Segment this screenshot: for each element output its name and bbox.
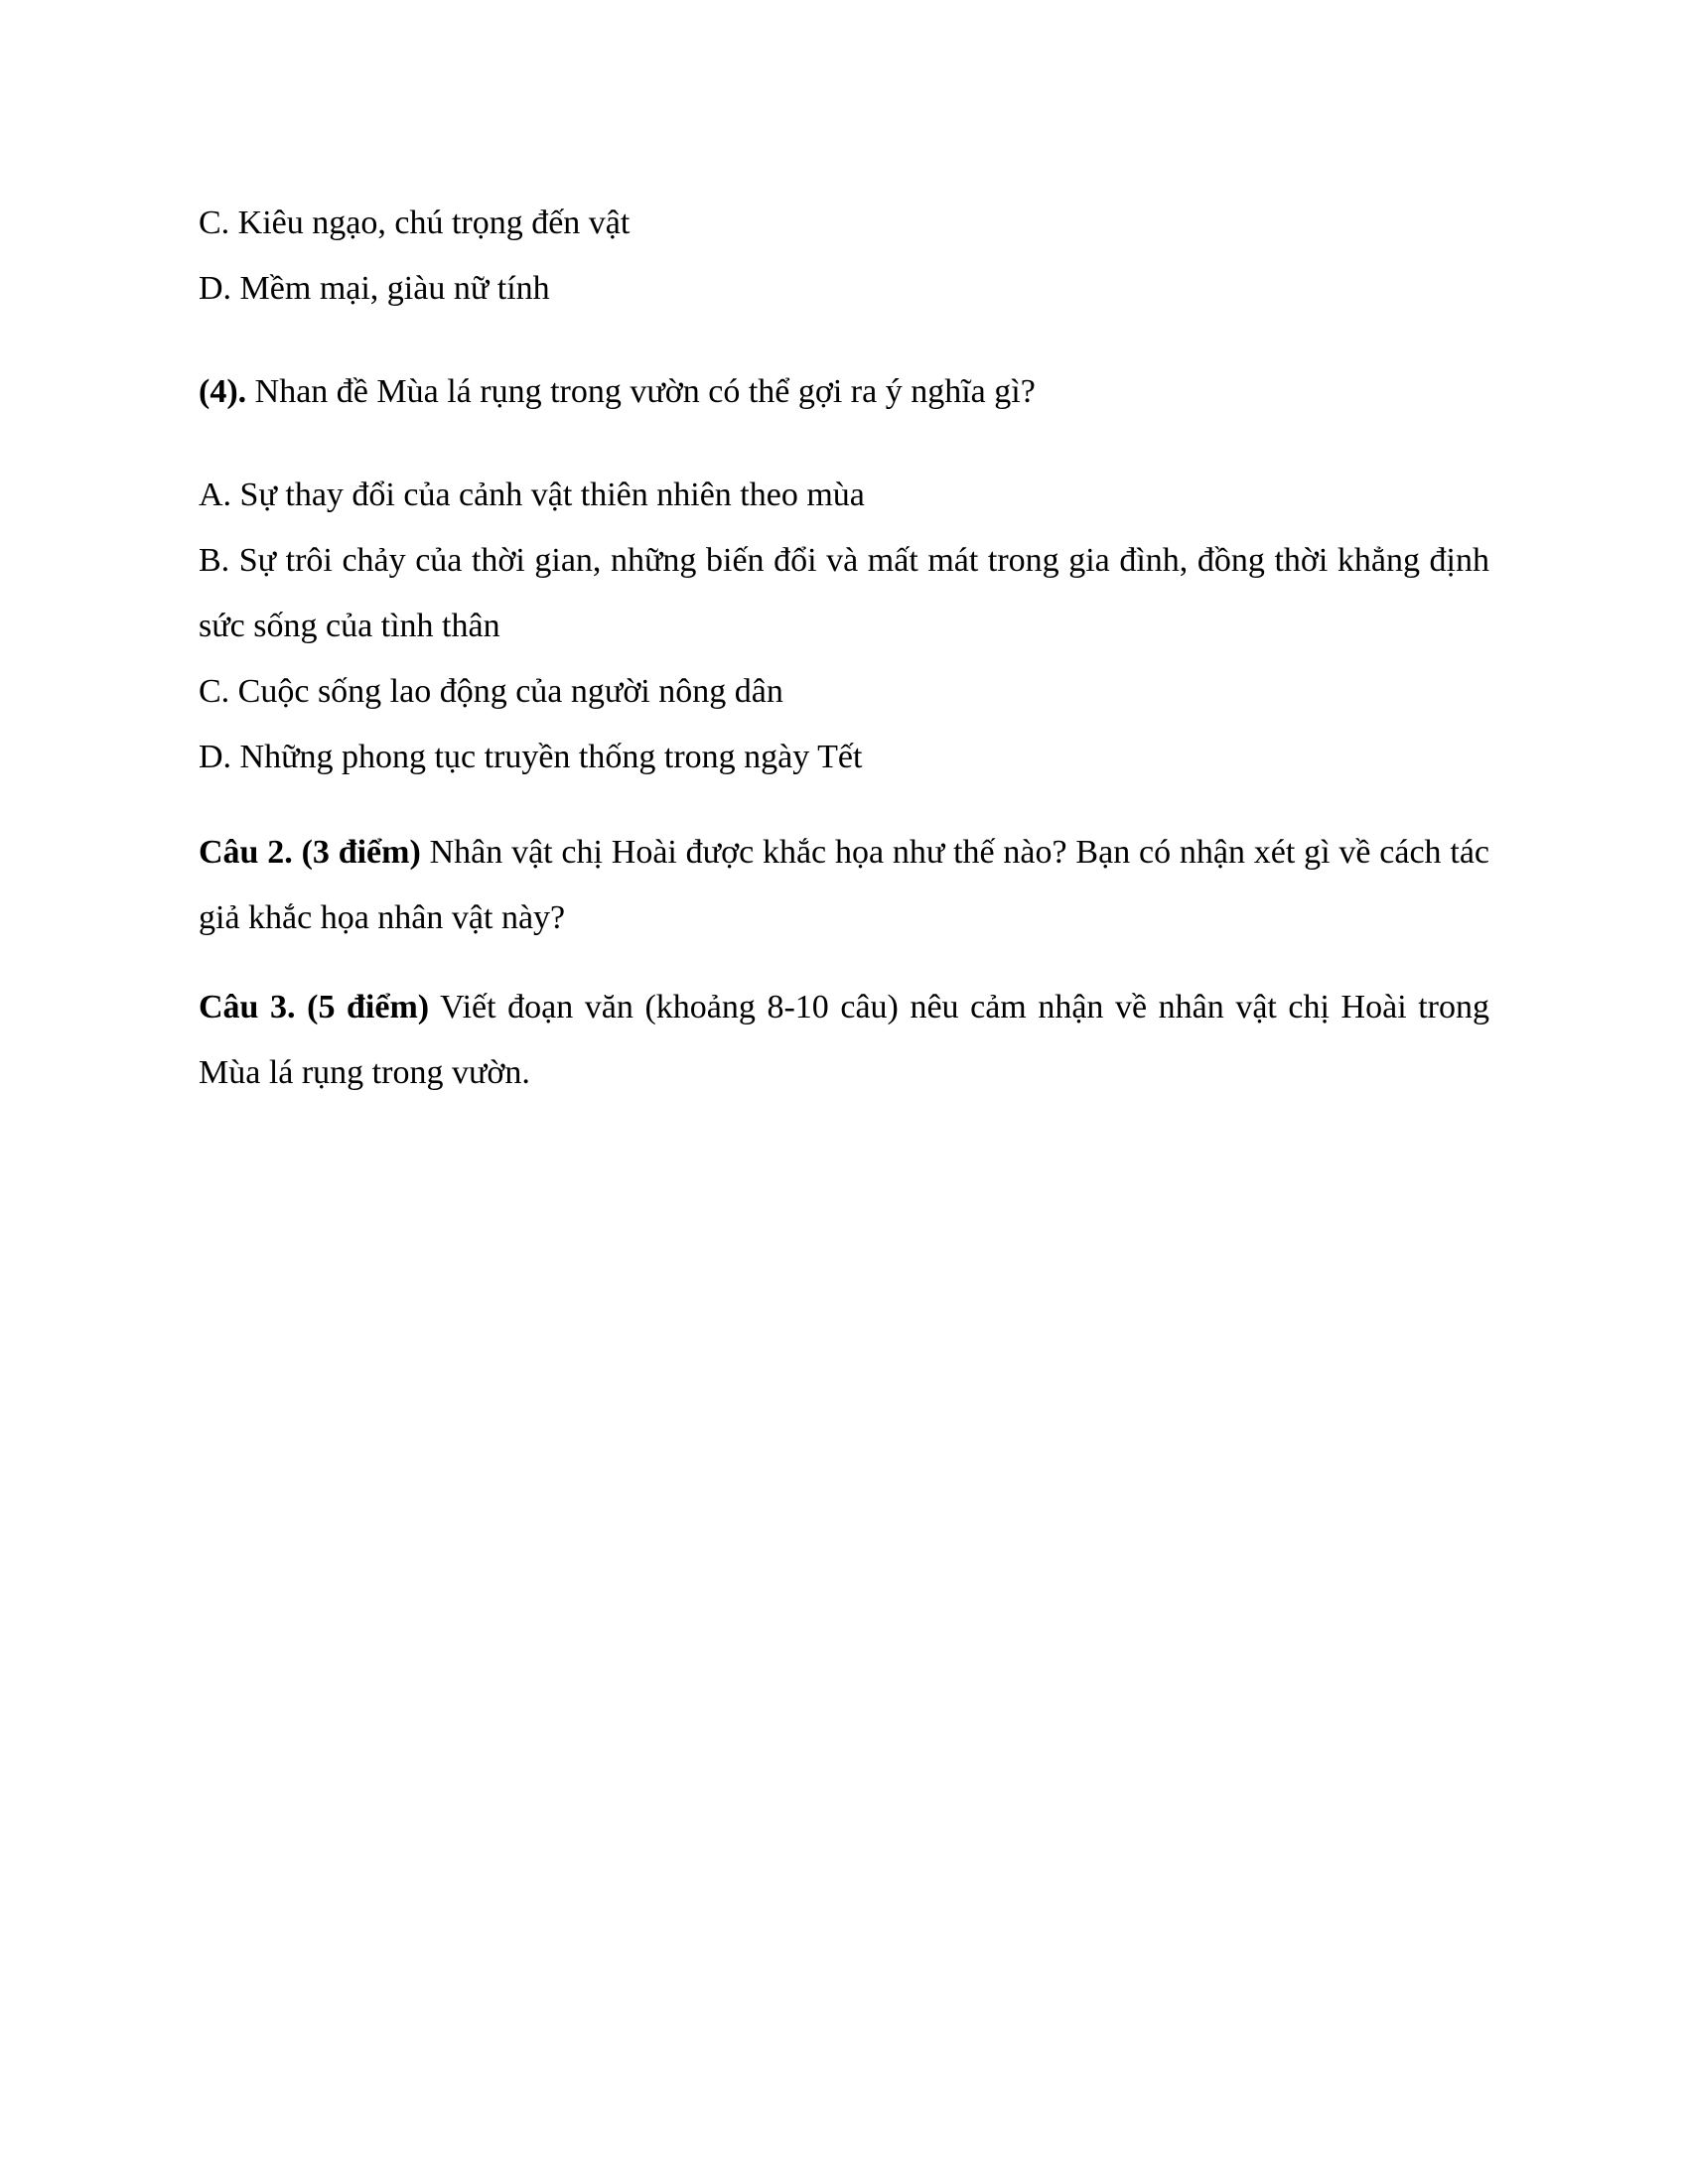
question-4 [199,359,1489,425]
cau-3-label: Câu 3. (5 điểm) [199,989,430,1025]
cau-2-text: Nhân vật chị Hoài được khắc họa như thế nào? Bạn có nhận xét gì về cách tác giả khắc họa nhân vật này? [199,834,1489,936]
q4-option-a: A. Sự thay đổi của cảnh vật thiên nhiên theo mùa [199,477,865,513]
question-4-number: (4). [199,373,247,410]
cau-2-label: Câu 2. (3 điểm) [199,834,421,871]
cau-3 [199,975,1489,1106]
q4-option-d: D. Những phong tục truyền thống trong ngày Tết [199,739,863,775]
cau-3-text: Viết đoạn văn (khoảng 8-10 câu) nêu cảm nhận về nhân vật chị Hoài trong Mùa lá rụng trong vườn. [199,989,1489,1091]
cau-2 [199,820,1489,951]
q4-option-c: C. Cuộc sống lao động của người nông dân [199,673,783,710]
q3-option-d: D. Mềm mại, giàu nữ tính [199,270,550,307]
question-4-text: Nhan đề Mùa lá rụng trong vườn có thể gợi ra ý nghĩa gì? [246,373,1036,410]
q3-option-c: C. Kiêu ngạo, chú trọng đến vật [199,205,631,241]
q4-option-b: B. Sự trôi chảy của thời gian, những biến đổi và mất mát trong gia đình, đồng thời khẳng định sức sống của tình thân [199,542,1489,644]
document-page [199,191,1489,1106]
